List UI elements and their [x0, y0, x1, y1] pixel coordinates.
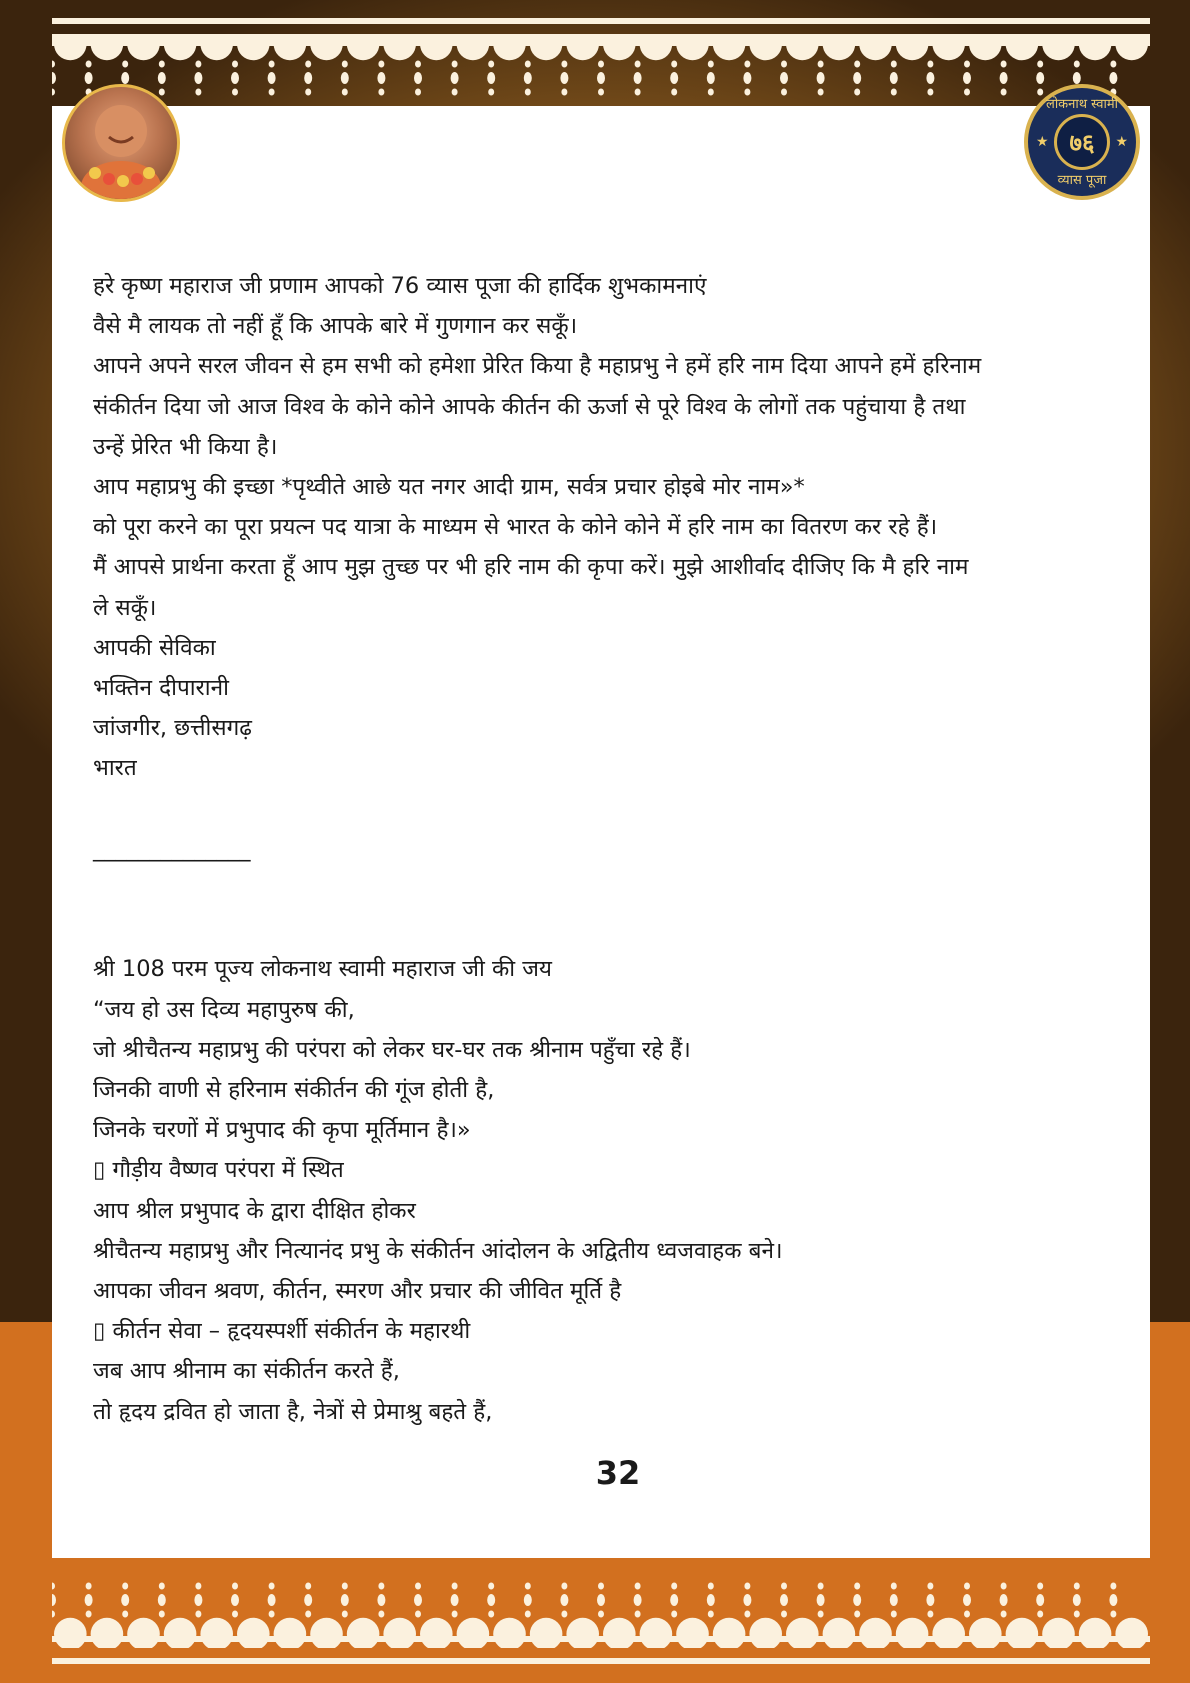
dot-ornament — [926, 72, 934, 84]
scallop-ornament — [640, 34, 673, 60]
dot-ornament — [1074, 1611, 1080, 1618]
dot-ornament — [488, 89, 494, 96]
dot-ornament — [1110, 61, 1116, 68]
dot-ornament — [452, 1583, 458, 1590]
dot-ornament — [52, 1583, 55, 1590]
dot-ornament — [159, 1611, 165, 1618]
dot-ornament — [964, 89, 970, 96]
scallop-ornament — [896, 34, 929, 60]
dot-ornament — [964, 1611, 970, 1618]
page-body — [93, 266, 1093, 1432]
text-line: आपका जीवन श्रवण, कीर्तन, स्मरण और प्रचार की जीवित मूर्ति है — [93, 1278, 622, 1305]
text-line: को पूरा करने का पूरा प्रयत्न पद यात्रा के माध्यम से भारत के कोने कोने में हरि नाम का वितरण कर रहे हैं। — [93, 514, 938, 541]
dot-ornament — [743, 1594, 751, 1606]
scallop-ornament — [603, 1618, 636, 1648]
dot-ornament — [1000, 1594, 1008, 1606]
dot-ornament — [525, 1611, 531, 1618]
dot-ornament — [232, 89, 238, 96]
scallop-ornament — [530, 1618, 563, 1648]
section-divider: ______________ — [93, 835, 251, 862]
dot-ornament — [817, 1594, 825, 1606]
text-line: श्रीचैतन्य महाप्रभु और नित्यानंद प्रभु के संकीर्तन आंदोलन के अद्वितीय ध्वजवाहक बने। — [93, 1237, 783, 1264]
dot-ornament — [415, 1611, 421, 1618]
top-border-line — [52, 18, 1150, 24]
text-line: जिनके चरणों में प्रभुपाद की कृपा मूर्तिमान है।» — [93, 1117, 471, 1144]
scallop-ornament — [603, 34, 636, 60]
scallop-ornament — [420, 34, 453, 60]
dot-ornament — [1074, 61, 1080, 68]
dot-ornament — [1110, 1611, 1116, 1618]
dot-ornament — [1037, 61, 1043, 68]
scallop-ornament — [493, 1618, 526, 1648]
dot-ornament — [341, 1594, 349, 1606]
dot-ornament — [780, 72, 788, 84]
scallop-ornament — [713, 34, 746, 60]
scallop-ornament — [274, 34, 307, 60]
dot-ornament — [342, 1611, 348, 1618]
dot-ornament — [378, 1611, 384, 1618]
text-line: ले सकूँ। — [93, 594, 157, 621]
dot-ornament — [891, 89, 897, 96]
dot-ornament — [86, 61, 92, 68]
scallop-ornament — [530, 34, 563, 60]
dot-ornament — [525, 1583, 531, 1590]
dot-ornament — [854, 1611, 860, 1618]
dot-ornament — [891, 1611, 897, 1618]
text-line: श्री 108 परम पूज्य लोकनाथ स्वामी महाराज जी की जय — [93, 956, 552, 983]
scallop-ornament — [420, 1618, 453, 1648]
dot-ornament — [963, 1594, 971, 1606]
scallop-ornament — [566, 34, 599, 60]
dot-ornament — [1109, 1594, 1117, 1606]
scallop-ornament — [640, 1618, 673, 1648]
dot-ornament — [231, 72, 239, 84]
dot-ornament — [853, 1594, 861, 1606]
dot-ornament — [414, 1594, 422, 1606]
dot-ornament — [415, 89, 421, 96]
scallop-ornament — [54, 1618, 87, 1648]
dot-ornament — [122, 1583, 128, 1590]
dot-ornament — [1110, 1583, 1116, 1590]
dot-ornament — [52, 1594, 56, 1606]
dot-ornament — [122, 1611, 128, 1618]
dot-ornament — [342, 1583, 348, 1590]
dot-ornament — [781, 1583, 787, 1590]
scallop-ornament — [347, 34, 380, 60]
scallop-ornament — [1006, 1618, 1039, 1648]
dot-ornament — [818, 1583, 824, 1590]
dot-ornament — [634, 72, 642, 84]
text-line: ▯ गौड़ीय वैष्णव परंपरा में स्थित — [93, 1157, 344, 1184]
scallop-ornament — [932, 1618, 965, 1648]
dot-ornament — [1073, 72, 1081, 84]
dot-ornament — [85, 72, 93, 84]
dot-ornament — [269, 1611, 275, 1618]
dot-ornament — [1036, 72, 1044, 84]
scallop-ornament — [383, 1618, 416, 1648]
dot-ornament — [781, 89, 787, 96]
dot-ornament — [780, 1594, 788, 1606]
scallop-ornament — [932, 34, 965, 60]
dot-ornament — [415, 61, 421, 68]
dot-ornament — [744, 1583, 750, 1590]
scallop-ornament — [969, 34, 1002, 60]
dot-ornament — [195, 61, 201, 68]
dot-ornament — [597, 72, 605, 84]
dot-ornament — [707, 72, 715, 84]
dot-ornament — [195, 1583, 201, 1590]
dot-ornament — [891, 61, 897, 68]
dot-ornament — [818, 89, 824, 96]
signature-line: आपकी सेविका — [93, 634, 216, 661]
text-line: मैं आपसे प्रार्थना करता हूँ आप मुझ तुच्छ पर भी हरि नाम की कृपा करें। मुझे आशीर्वाद दीजिए कि मै हरि नाम — [93, 554, 969, 581]
scallop-ornament — [859, 1618, 892, 1648]
text-line: ▯ कीर्तन सेवा – हृदयस्पर्शी संकीर्तन के महारथी — [93, 1318, 471, 1345]
dot-ornament — [525, 61, 531, 68]
dot-ornament — [1001, 1583, 1007, 1590]
text-line: आप महाप्रभु की इच्छा *पृथ्वीते आछे यत नगर आदी ग्राम, सर्वत्र प्रचार होइबे मोर नाम»* — [93, 474, 805, 501]
dot-ornament — [635, 89, 641, 96]
text-line: “जय हो उस दिव्य महापुरुष की, — [93, 996, 355, 1023]
letter-two — [93, 949, 1093, 1431]
scallop-ornament — [1042, 34, 1075, 60]
dot-ornament — [1001, 1611, 1007, 1618]
dot-ornament — [598, 1611, 604, 1618]
dot-ornament — [560, 72, 568, 84]
scallop-ornament — [274, 1618, 307, 1648]
dot-ornament — [707, 1594, 715, 1606]
dot-ornament — [1001, 61, 1007, 68]
dot-ornament — [927, 89, 933, 96]
dot-ornament — [452, 61, 458, 68]
scallop-ornament — [310, 1618, 343, 1648]
dot-ornament — [781, 1611, 787, 1618]
dot-ornament — [1000, 72, 1008, 84]
dot-ornament — [195, 89, 201, 96]
scallop-ornament — [164, 1618, 197, 1648]
dot-ornament — [85, 1594, 93, 1606]
scallop-ornament — [676, 1618, 709, 1648]
dot-ornament — [671, 1583, 677, 1590]
scallop-ornament — [457, 34, 490, 60]
text-line: आप श्रील प्रभुपाद के द्वारा दीक्षित होकर — [93, 1197, 416, 1224]
scallop-ornament — [1079, 1618, 1112, 1648]
dot-ornament — [52, 61, 55, 68]
dot-ornament — [121, 1594, 129, 1606]
dot-ornament — [708, 1583, 714, 1590]
text-line: वैसे मै लायक तो नहीं हूँ कि आपके बारे में गुणगान कर सकूँ। — [93, 313, 578, 340]
text-line: उन्हें प्रेरित भी किया है। — [93, 433, 278, 460]
dot-ornament — [52, 72, 56, 84]
dot-ornament — [671, 1611, 677, 1618]
dot-ornament — [194, 72, 202, 84]
dot-ornament — [268, 72, 276, 84]
dot-ornament — [195, 1611, 201, 1618]
dot-ornament — [414, 72, 422, 84]
text-line: आपने अपने सरल जीवन से हम सभी को हमेशा प्रेरित किया है महाप्रभु ने हमें हरि नाम दिया आपने हमें हरिनाम — [93, 353, 982, 380]
dot-ornament — [377, 72, 385, 84]
text-line: तो हृदय द्रवित हो जाता है, नेत्रों से प्रेमाश्रु बहते हैं, — [93, 1398, 493, 1425]
dot-ornament — [488, 61, 494, 68]
scallop-ornament — [823, 34, 856, 60]
scallop-ornament — [200, 1618, 233, 1648]
dot-ornament — [269, 61, 275, 68]
dot-ornament — [378, 61, 384, 68]
dot-ornament — [1073, 1594, 1081, 1606]
scallop-ornament — [1006, 34, 1039, 60]
dot-ornament — [708, 1611, 714, 1618]
dot-ornament — [744, 89, 750, 96]
dot-ornament — [1074, 1583, 1080, 1590]
dot-ornament — [671, 61, 677, 68]
scallop-ornament — [237, 34, 270, 60]
dot-ornament — [268, 1594, 276, 1606]
badge-bottom-text: व्यास पूजा — [1057, 173, 1107, 188]
dot-ornament — [744, 1611, 750, 1618]
scallop-ornament — [54, 34, 87, 60]
signature-location: जांजगीर, छत्तीसगढ़ — [93, 715, 252, 742]
dot-ornament — [598, 1583, 604, 1590]
dot-ornament — [377, 1594, 385, 1606]
text-line: हरे कृष्ण महाराज जी प्रणाम आपको 76 व्यास पूजा की हार्दिक शुभकामनाएं — [93, 273, 707, 299]
scallop-ornament — [749, 34, 782, 60]
scallop-ornament — [493, 34, 526, 60]
dot-ornament — [743, 72, 751, 84]
text-line: जिनकी वाणी से हरिनाम संकीर्तन की गूंज होती है, — [93, 1077, 495, 1104]
dot-ornament — [561, 1583, 567, 1590]
dot-ornament — [52, 1611, 55, 1618]
scallop-ornament — [713, 1618, 746, 1648]
text-line: जब आप श्रीनाम का संकीर्तन करते हैं, — [93, 1358, 400, 1385]
top-scallop-border — [52, 34, 1150, 106]
dot-ornament — [890, 1594, 898, 1606]
scallop-ornament — [896, 1618, 929, 1648]
dot-ornament — [52, 89, 55, 96]
dot-ornament — [342, 61, 348, 68]
dot-ornament — [634, 1594, 642, 1606]
dot-ornament — [598, 61, 604, 68]
page-number: 32 — [595, 1454, 641, 1492]
scallop-ornament — [310, 34, 343, 60]
dot-ornament — [854, 61, 860, 68]
dot-ornament — [304, 1594, 312, 1606]
scallop-ornament — [91, 34, 124, 60]
dot-ornament — [122, 61, 128, 68]
dot-ornament — [194, 1594, 202, 1606]
dot-ornament — [561, 61, 567, 68]
scallop-ornament — [200, 34, 233, 60]
dot-ornament — [452, 89, 458, 96]
dot-ornament — [121, 72, 129, 84]
dot-ornament — [305, 1611, 311, 1618]
signature-country: भारत — [93, 755, 137, 782]
dot-ornament — [378, 89, 384, 96]
star-icon: ★ — [1036, 134, 1049, 150]
dot-ornament — [560, 1594, 568, 1606]
dot-ornament — [487, 72, 495, 84]
dot-ornament — [598, 89, 604, 96]
badge-top-text: लोकनाथ स्वामी — [1046, 97, 1118, 112]
scallop-ornament — [164, 34, 197, 60]
scallop-ornament — [1115, 34, 1148, 60]
dot-ornament — [744, 61, 750, 68]
dot-ornament — [1037, 1583, 1043, 1590]
dot-ornament — [158, 1594, 166, 1606]
dot-ornament — [232, 1583, 238, 1590]
text-line: जो श्रीचैतन्य महाप्रभु की परंपरा को लेकर घर-घर तक श्रीनाम पहुँचा रहे हैं। — [93, 1036, 691, 1063]
dot-ornament — [635, 1583, 641, 1590]
dot-ornament — [891, 1583, 897, 1590]
dot-ornament — [305, 61, 311, 68]
star-icon: ★ — [1115, 134, 1128, 150]
scallop-ornament — [823, 1618, 856, 1648]
letter-one — [93, 266, 1093, 789]
dot-ornament — [854, 1583, 860, 1590]
dot-ornament — [964, 61, 970, 68]
dot-ornament — [817, 72, 825, 84]
scallop-ornament — [457, 1618, 490, 1648]
vyasa-puja-76-badge — [1024, 84, 1140, 200]
dot-ornament — [86, 1583, 92, 1590]
signature-name: भक्तिन दीपारानी — [93, 675, 229, 702]
dot-ornament — [159, 1583, 165, 1590]
dot-ornament — [926, 1594, 934, 1606]
scallop-ornament — [127, 34, 160, 60]
dot-ornament — [890, 72, 898, 84]
scallop-ornament — [969, 1618, 1002, 1648]
badge-number: ७६ — [1054, 114, 1110, 170]
dot-ornament — [524, 1594, 532, 1606]
dot-ornament — [488, 1611, 494, 1618]
scallop-ornament — [237, 1618, 270, 1648]
dot-ornament — [927, 1611, 933, 1618]
dot-ornament — [670, 72, 678, 84]
dot-ornament — [670, 1594, 678, 1606]
dot-ornament — [451, 1594, 459, 1606]
dot-ornament — [853, 72, 861, 84]
dot-ornament — [927, 1583, 933, 1590]
bottom-scallop-border — [52, 1576, 1150, 1648]
dot-ornament — [1037, 1611, 1043, 1618]
text-line: संकीर्तन दिया जो आज विश्व के कोने कोने आपके कीर्तन की ऊर्जा से पूरे विश्व के लोगों तक पहुंचाया है तथा — [93, 393, 966, 420]
dot-ornament — [232, 1611, 238, 1618]
dot-ornament — [159, 89, 165, 96]
dot-ornament — [708, 61, 714, 68]
dot-ornament — [158, 72, 166, 84]
dot-ornament — [635, 61, 641, 68]
dot-ornament — [232, 61, 238, 68]
dot-ornament — [269, 89, 275, 96]
dot-ornament — [305, 1583, 311, 1590]
scallop-ornament — [786, 34, 819, 60]
scallop-ornament — [749, 1618, 782, 1648]
dot-ornament — [488, 1583, 494, 1590]
dot-ornament — [269, 1583, 275, 1590]
scallop-ornament — [859, 34, 892, 60]
scallop-ornament — [676, 34, 709, 60]
dot-ornament — [231, 1594, 239, 1606]
dot-ornament — [415, 1583, 421, 1590]
dot-ornament — [525, 89, 531, 96]
dot-ornament — [378, 1583, 384, 1590]
dot-ornament — [487, 1594, 495, 1606]
scallop-ornament — [786, 1618, 819, 1648]
dot-ornament — [304, 72, 312, 84]
dot-ornament — [1109, 72, 1117, 84]
scallop-ornament — [1115, 1618, 1148, 1648]
dot-ornament — [305, 89, 311, 96]
scallop-ornament — [1042, 1618, 1075, 1648]
dot-ornament — [342, 89, 348, 96]
portrait-icon — [65, 87, 177, 199]
dot-ornament — [452, 1611, 458, 1618]
bottom-border-line — [52, 1658, 1150, 1664]
dot-ornament — [561, 89, 567, 96]
dot-ornament — [159, 61, 165, 68]
dot-ornament — [597, 1594, 605, 1606]
scallop-ornament — [127, 1618, 160, 1648]
dot-ornament — [635, 1611, 641, 1618]
dot-ornament — [963, 72, 971, 84]
dot-ornament — [671, 89, 677, 96]
dot-ornament — [781, 61, 787, 68]
dot-ornament — [708, 89, 714, 96]
dot-ornament — [854, 89, 860, 96]
scallop-ornament — [1079, 34, 1112, 60]
scallop-ornament — [347, 1618, 380, 1648]
dot-ornament — [451, 72, 459, 84]
dot-ornament — [1001, 89, 1007, 96]
scallop-ornament — [566, 1618, 599, 1648]
guru-portrait-photo — [62, 84, 180, 202]
dot-ornament — [927, 61, 933, 68]
dot-ornament — [818, 1611, 824, 1618]
dot-ornament — [1036, 1594, 1044, 1606]
dot-ornament — [86, 1611, 92, 1618]
dot-ornament — [964, 1583, 970, 1590]
dot-ornament — [341, 72, 349, 84]
scallop-ornament — [91, 1618, 124, 1648]
dot-ornament — [524, 72, 532, 84]
scallop-ornament — [383, 34, 416, 60]
dot-ornament — [818, 61, 824, 68]
dot-ornament — [561, 1611, 567, 1618]
